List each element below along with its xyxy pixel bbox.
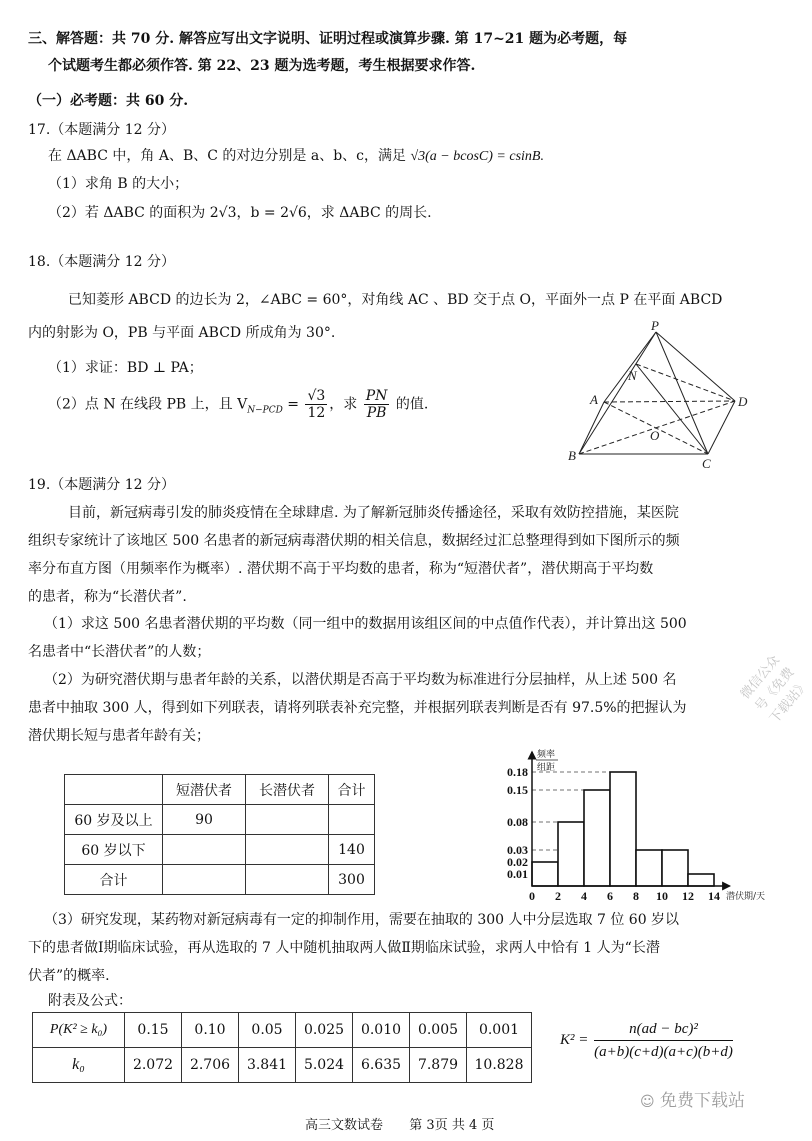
table-header: 短潜伏者 [163, 775, 246, 805]
table-cell: 2.706 [182, 1048, 239, 1083]
label-P: P [651, 318, 659, 333]
x-tick-label: 14 [708, 889, 720, 903]
q19-part1-line: （1）求这 500 名患者潜伏期的平均数（同一组中的数据用该组区间的中点值作代表），并计算出这 500 [44, 616, 687, 632]
histogram-bar [636, 850, 662, 886]
table-cell: 6.635 [353, 1048, 410, 1083]
table-cell [246, 865, 329, 895]
y-tick-label: 0.03 [507, 843, 528, 857]
footer-page-number: 第 3页 共 4 页 [409, 1118, 495, 1133]
x-tick-label: 2 [555, 889, 561, 903]
q19-part3-line: （3）研究发现，某药物对新冠病毒有一定的抑制作用，需要在抽取的 300 人中分层选取 7 位 60 岁以 [44, 912, 680, 928]
footer [305, 1114, 494, 1133]
q18-title: 18.（本题满分 12 分） [28, 254, 175, 270]
q19-para-line: 目前，新冠病毒引发的肺炎疫情在全球肆虐. 为了解新冠肺炎传播途径，采取有效防控措施，某医院 [68, 505, 679, 521]
q18-part2-mid: ，求 [329, 396, 362, 413]
histogram-bar [532, 862, 558, 886]
table-row [65, 865, 375, 895]
edge-AB [579, 402, 604, 454]
contingency-table [64, 774, 375, 895]
table-cell: 10.828 [467, 1048, 532, 1083]
x-tick-label: 10 [656, 889, 668, 903]
q19-para-line: 率分布直方图（用频率作为概率）. 潜伏期不高于平均数的患者，称为“短潜伏者”，潜伏期高于平均数 [28, 561, 654, 577]
q18-fraction-ratio [364, 388, 390, 421]
q17-stem-text: 在 ΔABC 中，角 A、B、C 的对边分别是 a、b、c，满足 [48, 148, 411, 164]
footer-exam-name: 高三文数试卷 [305, 1118, 384, 1133]
table-row [65, 835, 375, 865]
table-header: 长潜伏者 [246, 775, 329, 805]
edge-PC [656, 332, 708, 454]
table-row [33, 1013, 532, 1048]
q18-part2-sub: N−PCD [247, 405, 283, 416]
q19-part3-line: 伏者”的概率. [28, 968, 110, 984]
q17-part1: （1）求角 B 的大小； [48, 176, 189, 192]
q19-part2-line: （2）为研究潜伏期与患者年龄的关系，以潜伏期是否高于平均数为标准进行分层抽样，从上述 500 名 [44, 672, 677, 688]
table-cell: 5.024 [296, 1048, 353, 1083]
table-cell: 2.072 [125, 1048, 182, 1083]
q18-stem-line1: 已知菱形 ABCD 的边长为 2，∠ABC = 60°，对角线 AC 、BD 交于点 O，平面外一点 P 在平面 ABCD [68, 292, 723, 308]
section-heading-line1: 三、解答题：共 70 分. 解答应写出文字说明、证明过程或演算步骤. 第 17~21 题为必考题，每 [28, 31, 628, 47]
table-header: 合计 [329, 775, 375, 805]
q18-frac1-den: 12 [307, 405, 326, 421]
y-axis-label-top: 频率 [537, 750, 556, 760]
q19-title: 19.（本题满分 12 分） [28, 477, 175, 493]
label-A: A [590, 392, 598, 407]
table-cell [329, 805, 375, 835]
table-cell: 0.005 [410, 1013, 467, 1048]
chi-square-formula [560, 1018, 735, 1063]
table-cell: 0.010 [353, 1013, 410, 1048]
label-C: C [702, 456, 711, 471]
q18-fraction-volume [305, 388, 327, 421]
table-cell: 0.001 [467, 1013, 532, 1048]
q19-part2-line: 患者中抽取 300 人，得到如下列联表，请将列联表补充完整，并根据列联表判断是否有 97.5%的把握认为 [28, 700, 687, 716]
q19-part1-line: 名患者中“长潜伏者”的人数； [28, 644, 211, 660]
appendix-label: 附表及公式： [48, 993, 132, 1009]
table-cell: 合计 [65, 865, 163, 895]
q18-part1: （1）求证：BD ⊥ PA； [48, 360, 203, 376]
table-row [65, 805, 375, 835]
q18-frac2-num: PN [365, 388, 388, 404]
histogram-bar [688, 874, 714, 886]
formula-lhs: K² = [560, 1032, 589, 1048]
wechat-icon: ☺ [640, 1094, 655, 1110]
table-cell: 300 [329, 865, 375, 895]
table-cell [246, 835, 329, 865]
q18-stem-line2: 内的射影为 O，PB 与平面 ABCD 所成角为 30°. [28, 325, 336, 341]
table-cell: 60 岁以下 [65, 835, 163, 865]
table-row [65, 775, 375, 805]
histogram-bar [662, 850, 688, 886]
x-tick-label: 8 [633, 889, 639, 903]
x-tick-label: 6 [607, 889, 613, 903]
label-O: O [650, 428, 660, 443]
formula-numerator: n(ad − bc)² [594, 1018, 733, 1041]
q19-para-line: 组织专家统计了该地区 500 名患者的新冠病毒潜伏期的相关信息，数据经过汇总整理得到如下图所示的频 [28, 533, 680, 549]
table-cell: 3.841 [239, 1048, 296, 1083]
q17-stem [48, 146, 544, 167]
label-B: B [568, 448, 576, 463]
table-row-label: P(K² ≥ k₀) [33, 1013, 125, 1048]
table-cell: 7.879 [410, 1048, 467, 1083]
y-tick-label: 0.08 [507, 815, 528, 829]
edge-AD [604, 401, 735, 402]
table-cell: 0.025 [296, 1013, 353, 1048]
formula-fraction [594, 1018, 733, 1063]
x-tick-label: 4 [581, 889, 587, 903]
q19-part3-line: 下的患者做Ⅰ期临床试验，再从选取的 7 人中随机抽取两人做Ⅱ期临床试验，求两人中恰有 1 人为“长潜 [28, 940, 660, 956]
q18-part2 [48, 388, 428, 421]
q18-part2-eq: = [282, 396, 304, 413]
y-tick-label: 0.01 [507, 867, 528, 881]
histogram-bar [610, 772, 636, 886]
edge-PD [656, 332, 735, 401]
table-cell: 0.10 [182, 1013, 239, 1048]
y-axis-label-bottom: 组距 [537, 763, 556, 773]
edge-NC [636, 364, 708, 454]
watermark-corner-text: 免费下载站 [660, 1091, 746, 1111]
edge-PA [604, 332, 656, 402]
x-tick-label: 12 [682, 889, 694, 903]
label-D: D [738, 394, 748, 409]
table-cell: 90 [163, 805, 246, 835]
q19-para-line: 的患者，称为“长潜伏者”. [28, 589, 187, 605]
frequency-histogram [470, 748, 770, 908]
subsection-heading: （一）必考题：共 60 分. [28, 93, 189, 109]
table-row-label: k₀ [33, 1048, 125, 1083]
y-tick-label: 0.02 [507, 855, 528, 869]
y-tick-label: 0.15 [507, 783, 528, 797]
critical-value-table [32, 1012, 532, 1083]
table-cell: 0.05 [239, 1013, 296, 1048]
table-cell: 0.15 [125, 1013, 182, 1048]
table-cell [163, 835, 246, 865]
q18-frac2-den: PB [366, 405, 387, 421]
table-cell: 140 [329, 835, 375, 865]
q17-part2: （2）若 ΔABC 的面积为 2√3，b = 2√6，求 ΔABC 的周长. [48, 205, 432, 221]
watermark-diagonal: 微信公众号《免费下载站》 [738, 652, 812, 727]
watermark-corner [640, 1086, 745, 1111]
q18-part2-pre: （2）点 N 在线段 PB 上，且 V [48, 396, 248, 413]
pyramid-figure [560, 318, 780, 470]
q17-stem-formula: √3(a − bcosC) = csinB. [410, 149, 544, 164]
histogram-bar [558, 822, 584, 886]
table-row [33, 1048, 532, 1083]
section-heading-line2: 个试题考生都必须作答. 第 22、23 题为选考题，考生根据要求作答. [48, 58, 476, 74]
table-cell [163, 865, 246, 895]
q18-frac1-num: √3 [307, 388, 326, 404]
x-tick-label: 0 [529, 889, 535, 903]
label-N: N [628, 368, 637, 383]
formula-denominator: (a+b)(c+d)(a+c)(b+d) [594, 1044, 733, 1060]
q18-part2-post: 的值. [391, 396, 429, 413]
q19-part2-line: 潜伏期长短与患者年龄有关； [28, 728, 210, 744]
table-cell: 60 岁及以上 [65, 805, 163, 835]
table-cell [65, 775, 163, 805]
histogram-bar [584, 790, 610, 886]
q17-title: 17.（本题满分 12 分） [28, 122, 175, 138]
x-axis-label: 潜伏期/天 [726, 892, 766, 902]
y-tick-label: 0.18 [507, 765, 528, 779]
table-cell [246, 805, 329, 835]
